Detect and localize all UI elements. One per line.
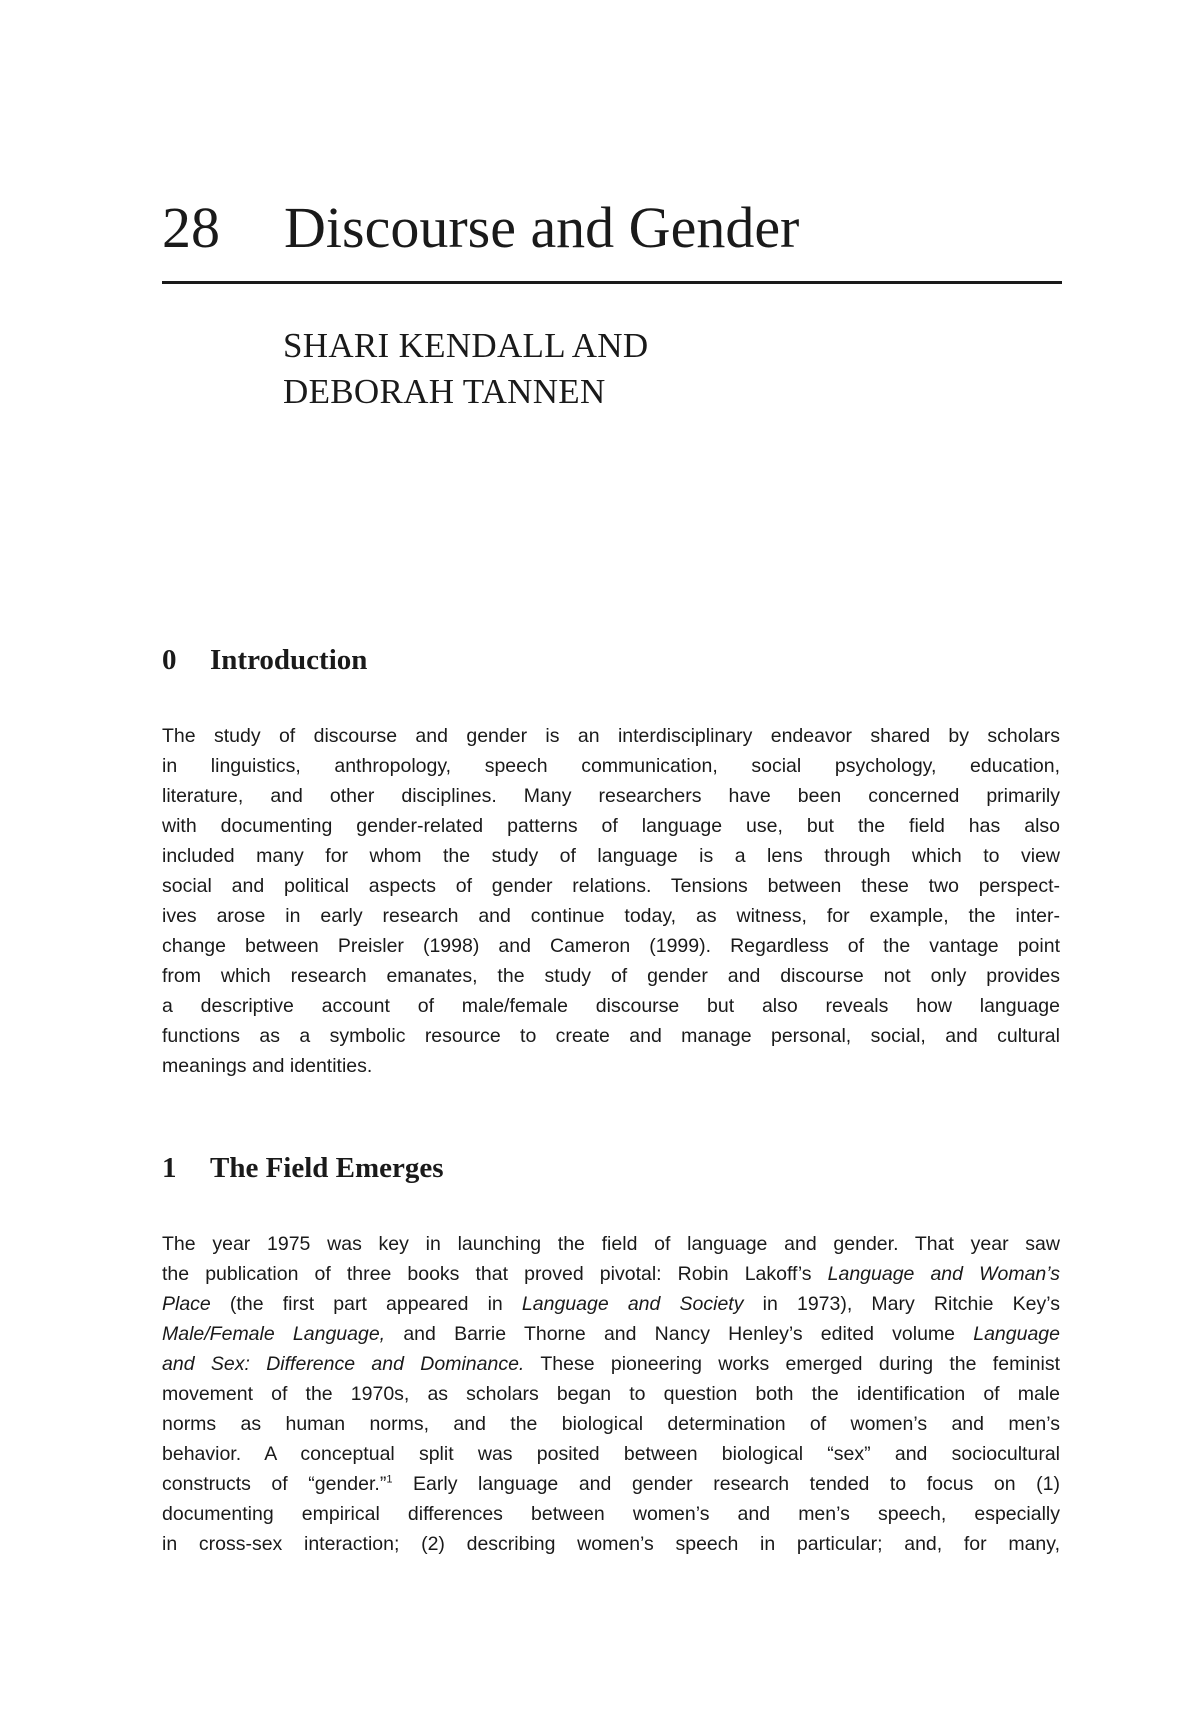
journal-title: Language and Society <box>521 1293 744 1315</box>
text-run: constructs of “gender.” <box>162 1473 387 1495</box>
chapter-heading <box>162 196 1062 260</box>
section-heading-introduction <box>162 642 367 678</box>
introduction-paragraph <box>162 721 1060 1081</box>
text-line <box>162 1529 1060 1559</box>
text-line <box>162 1349 1060 1379</box>
chapter-authors <box>283 323 648 415</box>
text-line <box>162 1259 1060 1289</box>
text-line <box>162 1469 1060 1499</box>
text-line: The study of discourse and gender is an interdisciplinary endeavor shared by scholars <box>162 725 1060 747</box>
text-line: with documenting gender-related patterns of language use, but the field has also <box>162 815 1060 837</box>
text-run: in cross-sex interaction; (2) describing women’s speech in particular; and, for many, <box>162 1533 1060 1555</box>
text-line <box>162 1319 1060 1349</box>
text-line <box>162 1409 1060 1439</box>
book-title: Male/Female Language, <box>162 1323 386 1345</box>
text-line: meanings and identities. <box>162 1055 373 1077</box>
text-line: ives arose in early research and continue today, as witness, for example, the inter- <box>162 905 1060 927</box>
text-run: The year 1975 was key in launching the field of language and gender. That year saw <box>162 1233 1060 1255</box>
text-line: in linguistics, anthropology, speech communication, social psychology, education, <box>162 755 1060 777</box>
text-line <box>162 1499 1060 1529</box>
text-line: change between Preisler (1998) and Cameron (1999). Regardless of the vantage point <box>162 935 1060 957</box>
text-line: from which research emanates, the study of gender and discourse not only provides <box>162 965 1060 987</box>
text-run: These pioneering works emerged during the feminist <box>524 1353 1060 1375</box>
book-title: Language and Woman’s <box>827 1263 1060 1285</box>
footnote-marker[interactable]: 1 <box>386 1473 393 1486</box>
text-run: norms as human norms, and the biological determination of women’s and men’s <box>162 1413 1060 1435</box>
section-title: Introduction <box>210 644 368 676</box>
text-line <box>162 1439 1060 1469</box>
text-run: behavior. A conceptual split was posited between biological “sex” and sociocultural <box>162 1443 1060 1465</box>
book-title: Place <box>162 1293 211 1315</box>
text-run: (the first part appeared in <box>210 1293 522 1315</box>
text-line <box>162 1229 1060 1259</box>
text-line: a descriptive account of male/female discourse but also reveals how language <box>162 995 1060 1017</box>
text-run: Early language and gender research tended to focus on (1) <box>392 1473 1060 1495</box>
section-number: 1 <box>162 1152 177 1184</box>
field-emerges-paragraph <box>162 1229 1060 1559</box>
author-line-2: DEBORAH TANNEN <box>283 372 606 411</box>
chapter-title: Discourse and Gender <box>284 195 800 260</box>
text-run: documenting empirical differences between women’s and men’s speech, especially <box>162 1503 1060 1525</box>
text-run: movement of the 1970s, as scholars began to question both the identification of male <box>162 1383 1060 1405</box>
text-run: in 1973), Mary Ritchie Key’s <box>743 1293 1060 1315</box>
chapter-number: 28 <box>162 195 220 260</box>
text-line <box>162 1379 1060 1409</box>
section-heading-field-emerges <box>162 1150 444 1186</box>
text-run: and Barrie Thorne and Nancy Henley’s edited volume <box>385 1323 974 1345</box>
book-title: and Sex: Difference and Dominance. <box>162 1353 525 1375</box>
chapter-title-rule <box>162 281 1062 284</box>
section-title: The Field Emerges <box>210 1152 444 1184</box>
text-line: literature, and other disciplines. Many researchers have been concerned primarily <box>162 785 1060 807</box>
text-line: included many for whom the study of language is a lens through which to view <box>162 845 1060 867</box>
book-title: Language <box>973 1323 1060 1345</box>
author-line-1: SHARI KENDALL AND <box>283 326 649 365</box>
text-line <box>162 1289 1060 1319</box>
section-number: 0 <box>162 644 177 676</box>
text-line: social and political aspects of gender relations. Tensions between these two perspect- <box>162 875 1060 897</box>
text-run: the publication of three books that proved pivotal: Robin Lakoff’s <box>162 1263 828 1285</box>
text-line: functions as a symbolic resource to create and manage personal, social, and cultural <box>162 1025 1060 1047</box>
